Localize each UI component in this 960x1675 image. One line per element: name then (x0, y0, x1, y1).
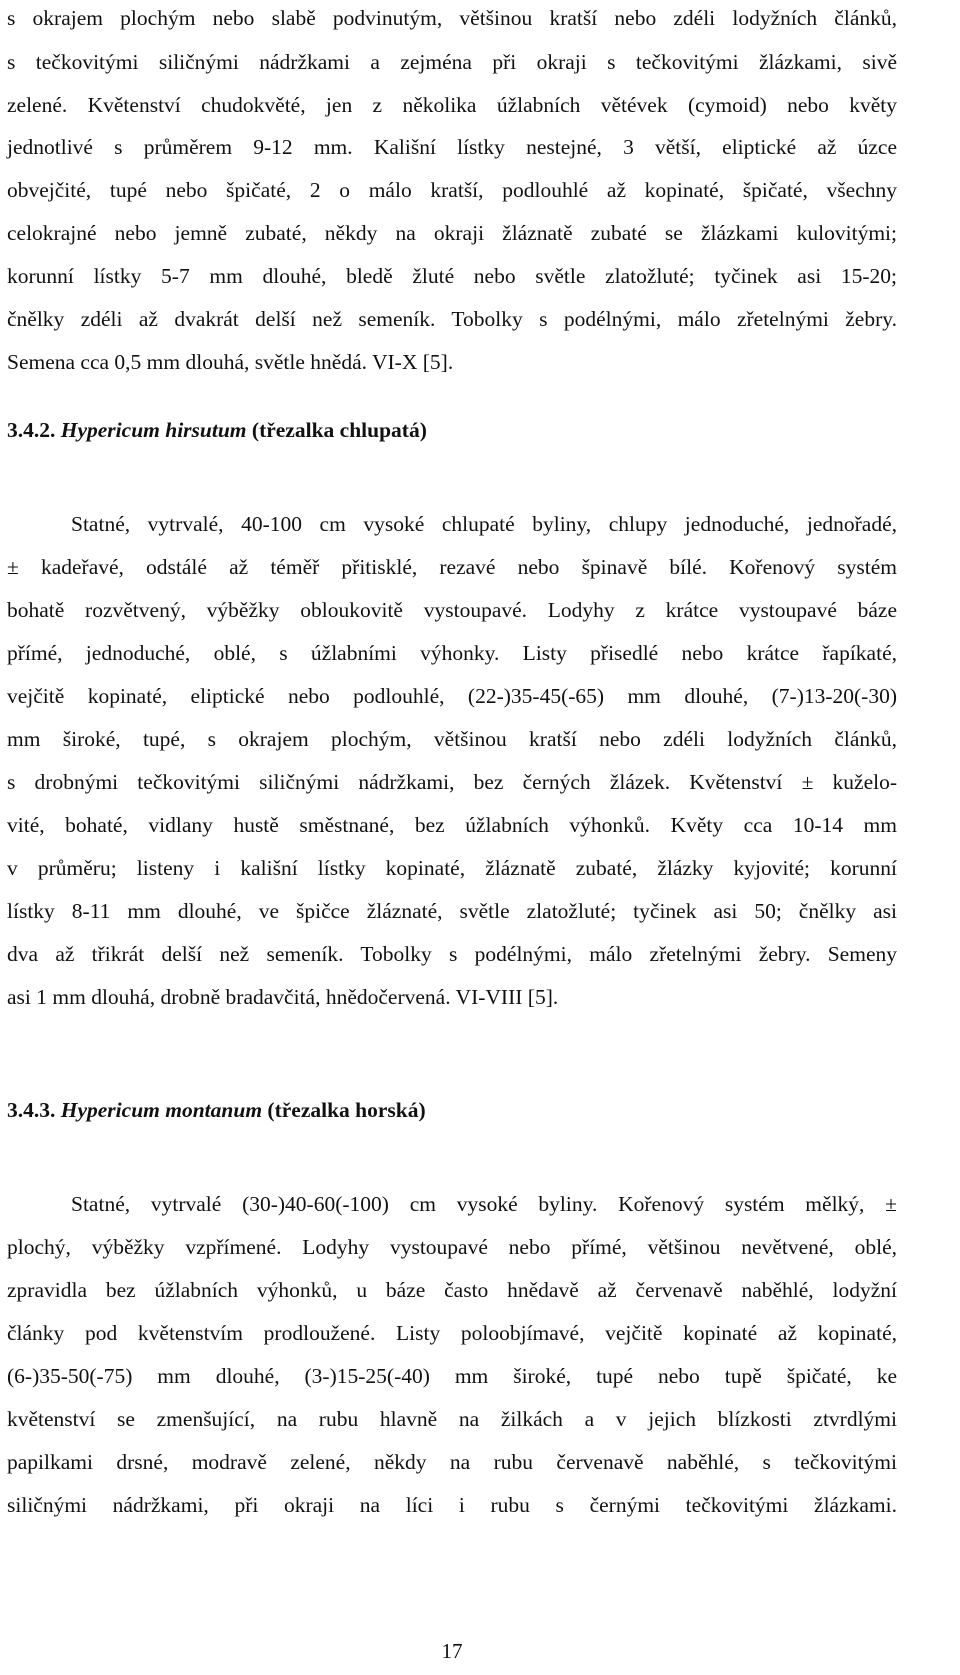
text-line: bohatě rozvětvený, výběžky obloukovitě vystoupavé. Lodyhy z krátce vystoupavé báze (7, 598, 897, 622)
text-line: plochý, výběžky vzpřímené. Lodyhy vystoupavé nebo přímé, většinou nevětvené, oblé, (7, 1235, 897, 1259)
page-number: 17 (441, 1639, 463, 1663)
text-line: květenství se zmenšující, na rubu hlavně na žilkách a v jejich blízkosti ztvrdlými (7, 1407, 897, 1431)
text-line: korunní lístky 5-7 mm dlouhé, bledě žluté nebo světle zlatožluté; tyčinek asi 15-20; (7, 264, 897, 288)
text-line: siličnými nádržkami, při okraji na líci i rubu s černými tečkovitými žlázkami. (7, 1493, 897, 1517)
text-line: asi 1 mm dlouhá, drobně bradavčitá, hnědočervená. VI-VIII [5]. (7, 985, 559, 1009)
czech-name: (třezalka chlupatá) (251, 418, 427, 442)
text-line: dva až třikrát delší než semeník. Tobolky s podélnými, málo zřetelnými žebry. Semeny (7, 942, 897, 966)
latin-name: Hypericum montanum (60, 1098, 263, 1122)
text-line: v průměru; listeny i kališní lístky kopinaté, žláznatě zubaté, žlázky kyjovité; korunní (7, 856, 897, 880)
text-line: s tečkovitými siličnými nádržkami a zejména při okraji s tečkovitými žlázkami, sivě (7, 50, 897, 74)
text-line: vejčitě kopinaté, eliptické nebo podlouhlé, (22-)35-45(-65) mm dlouhé, (7-)13-20(-30) (7, 684, 897, 708)
text-line: články pod květenstvím prodloužené. Listy poloobjímavé, vejčitě kopinaté až kopinaté, (7, 1321, 897, 1345)
text-line: celokrajné nebo jemně zubaté, někdy na okraji žláznatě zubaté se žlázkami kulovitými; (7, 221, 897, 245)
czech-name: (třezalka horská) (267, 1098, 426, 1122)
text-line: lístky 8-11 mm dlouhé, ve špičce žláznaté, světle zlatožluté; tyčinek asi 50; čnělky asi (7, 899, 897, 923)
text-line: Semena cca 0,5 mm dlouhá, světle hnědá. VI-X [5]. (7, 350, 454, 374)
text-line: vité, bohaté, vidlany hustě směstnané, bez úžlabních výhonků. Květy cca 10-14 mm (7, 813, 897, 837)
latin-name: Hypericum hirsutum (60, 418, 247, 442)
text-line: papilkami drsné, modravě zelené, někdy na rubu červenavě naběhlé, s tečkovitými (7, 1450, 897, 1474)
section-heading-3-4-2 (7, 415, 427, 445)
text-line: obvejčité, tupé nebo špičaté, 2 o málo kratší, podlouhlé až kopinaté, špičaté, všechny (7, 178, 897, 202)
section-number: 3.4.2. (7, 418, 56, 442)
text-line: (6-)35-50(-75) mm dlouhé, (3-)15-25(-40) mm široké, tupé nebo tupě špičaté, ke (7, 1364, 897, 1388)
text-line: čnělky zdéli až dvakrát delší než semeník. Tobolky s podélnými, málo zřetelnými žebry. (7, 307, 897, 331)
text-line: přímé, jednoduché, oblé, s úžlabními výhonky. Listy přisedlé nebo krátce řapíkaté, (7, 641, 897, 665)
text-line: Statné, vytrvalé (30-)40-60(-100) cm vysoké byliny. Kořenový systém mělký, ± (71, 1192, 897, 1216)
section-heading-3-4-3 (7, 1095, 426, 1125)
text-line: zpravidla bez úžlabních výhonků, u báze často hnědavě až červenavě naběhlé, lodyžní (7, 1278, 897, 1302)
text-line: jednotlivé s průměrem 9-12 mm. Kališní lístky nestejné, 3 větší, eliptické až úzce (7, 135, 897, 159)
text-line: mm široké, tupé, s okrajem plochým, většinou kratší nebo zdéli lodyžních článků, (7, 727, 897, 751)
section-number: 3.4.3. (7, 1098, 56, 1122)
text-line: s okrajem plochým nebo slabě podvinutým, většinou kratší nebo zdéli lodyžních článků, (7, 6, 897, 30)
text-line: zelené. Květenství chudokvěté, jen z několika úžlabních větévek (cymoid) nebo květy (7, 93, 897, 117)
text-line: Statné, vytrvalé, 40-100 cm vysoké chlupaté byliny, chlupy jednoduché, jednořadé, (71, 512, 897, 536)
text-line: ± kadeřavé, odstálé až téměř přitisklé, rezavé nebo špinavě bílé. Kořenový systém (7, 555, 897, 579)
text-line: s drobnými tečkovitými siličnými nádržkami, bez černých žlázek. Květenství ± kuželo- (7, 770, 897, 794)
